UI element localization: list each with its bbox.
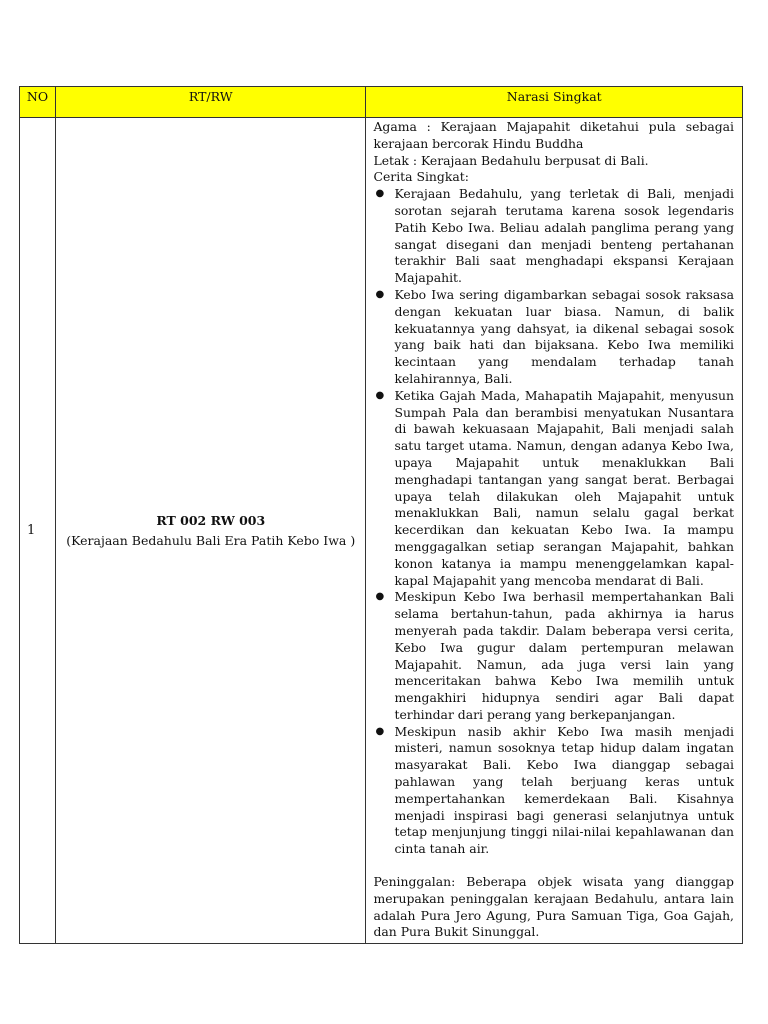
list-item-text: Kerajaan Bedahulu, yang terletak di Bali, menjadi sorotan sejarah terutama karena sosok legendaris Patih Kebo Iwa. Beliau adalah panglima perang yang sangat disegani dan menjadi benteng pertahanan terakhir Bali saat menghadapi ekspansi Kerajaan Majapahit. (394, 186, 734, 286)
agama-text: Agama : Kerajaan Majapahit diketahui pula sebagai kerajaan bercorak Hindu Buddha (373, 119, 734, 151)
document-table (19, 86, 743, 944)
list-item (375, 286, 734, 388)
row-number: 1 (20, 118, 56, 944)
bullet-icon: ● (375, 389, 385, 401)
bullet-icon: ● (375, 591, 385, 603)
list-item (375, 723, 734, 858)
header-narasi: Narasi Singkat (366, 87, 743, 118)
list-item-text: Ketika Gajah Mada, Mahapatih Majapahit, menyusun Sumpah Pala dan berambisi menyatukan Nusantara di bawah kekuasaan Majapahit, Bali menjadi salah satu target utama. Namun, dengan adanya Kebo Iwa, upaya Majapahit untuk menaklukkan Bali menghadapi tantangan yang sangat berat. Berbagai upaya telah dilakukan oleh Majapahit untuk menaklukkan Bali, namun selalu gagal berkat kecerdikan dan kekuatan Kebo Iwa. Ia mampu menggagalkan setiap serangan Majapahit, bahkan konon katanya ia mampu menenggelamkan kapal-kapal Majapahit yang mencoba mendarat di Bali. (394, 387, 734, 588)
header-row (20, 87, 743, 118)
cerita-label: Cerita Singkat: (373, 169, 469, 185)
header-no: NO (20, 87, 56, 118)
narasi-content (373, 119, 734, 941)
peninggalan-text: Peninggalan: Beberapa objek wisata yang dianggap merupakan peninggalan kerajaan Bedahulu, antara lain adalah Pura Jero Agung, Pura Samuan Tiga, Goa Gajah, dan Pura Bukit Sinunggal. (373, 874, 734, 940)
list-item-text: Kebo Iwa sering digambarkan sebagai sosok raksasa dengan kekuatan luar biasa. Namun, di balik kekuatannya yang dahsyat, ia dikenal sebagai sosok yang baik hati dan bijaksana. Kebo Iwa memiliki kecintaan yang mendalam terhadap tanah kelahirannya, Bali. (394, 286, 734, 386)
cerita-list (373, 186, 734, 858)
list-item-text: Meskipun nasib akhir Kebo Iwa masih menjadi misteri, namun sosoknya tetap hidup dalam ingatan masyarakat Bali. Kebo Iwa dianggap sebagai pahlawan yang telah berjuang keras untuk mempertahankan kemerdekaan Bali. Kisahnya menjadi inspirasi bagi generasi selanjutnya untuk tetap menjunjung tinggi nilai-nilai kepahlawanan dan cinta tanah air. (394, 723, 734, 857)
rt-subtitle: (Kerajaan Bedahulu Bali Era Patih Kebo Iwa ) (66, 532, 356, 548)
narasi-cell (366, 118, 743, 944)
rt-code: RT 002 RW 003 (156, 512, 266, 528)
list-item (375, 589, 734, 723)
rtrw-cell (56, 118, 366, 944)
list-item-text: Meskipun Kebo Iwa berhasil mempertahankan Bali selama bertahun-tahun, pada akhirnya ia harus menyerah pada takdir. Dalam beberapa versi cerita, Kebo Iwa gugur dalam pertempuran melawan Majapahit. Namun, ada juga versi lain yang menceritakan bahwa Kebo Iwa memilih untuk mengakhiri hidupnya sendiri agar Bali dapat terhindar dari perang yang berkepanjangan. (394, 589, 734, 722)
bullet-icon: ● (375, 288, 385, 300)
list-item (375, 186, 734, 287)
bullet-icon: ● (375, 725, 385, 737)
header-rtrw: RT/RW (56, 87, 366, 118)
letak-text: Letak : Kerajaan Bedahulu berpusat di Bali. (373, 152, 649, 168)
list-item (375, 387, 734, 590)
spacer (373, 858, 734, 874)
bullet-icon: ● (375, 188, 385, 200)
table-header (20, 87, 743, 118)
table-row (20, 118, 743, 944)
